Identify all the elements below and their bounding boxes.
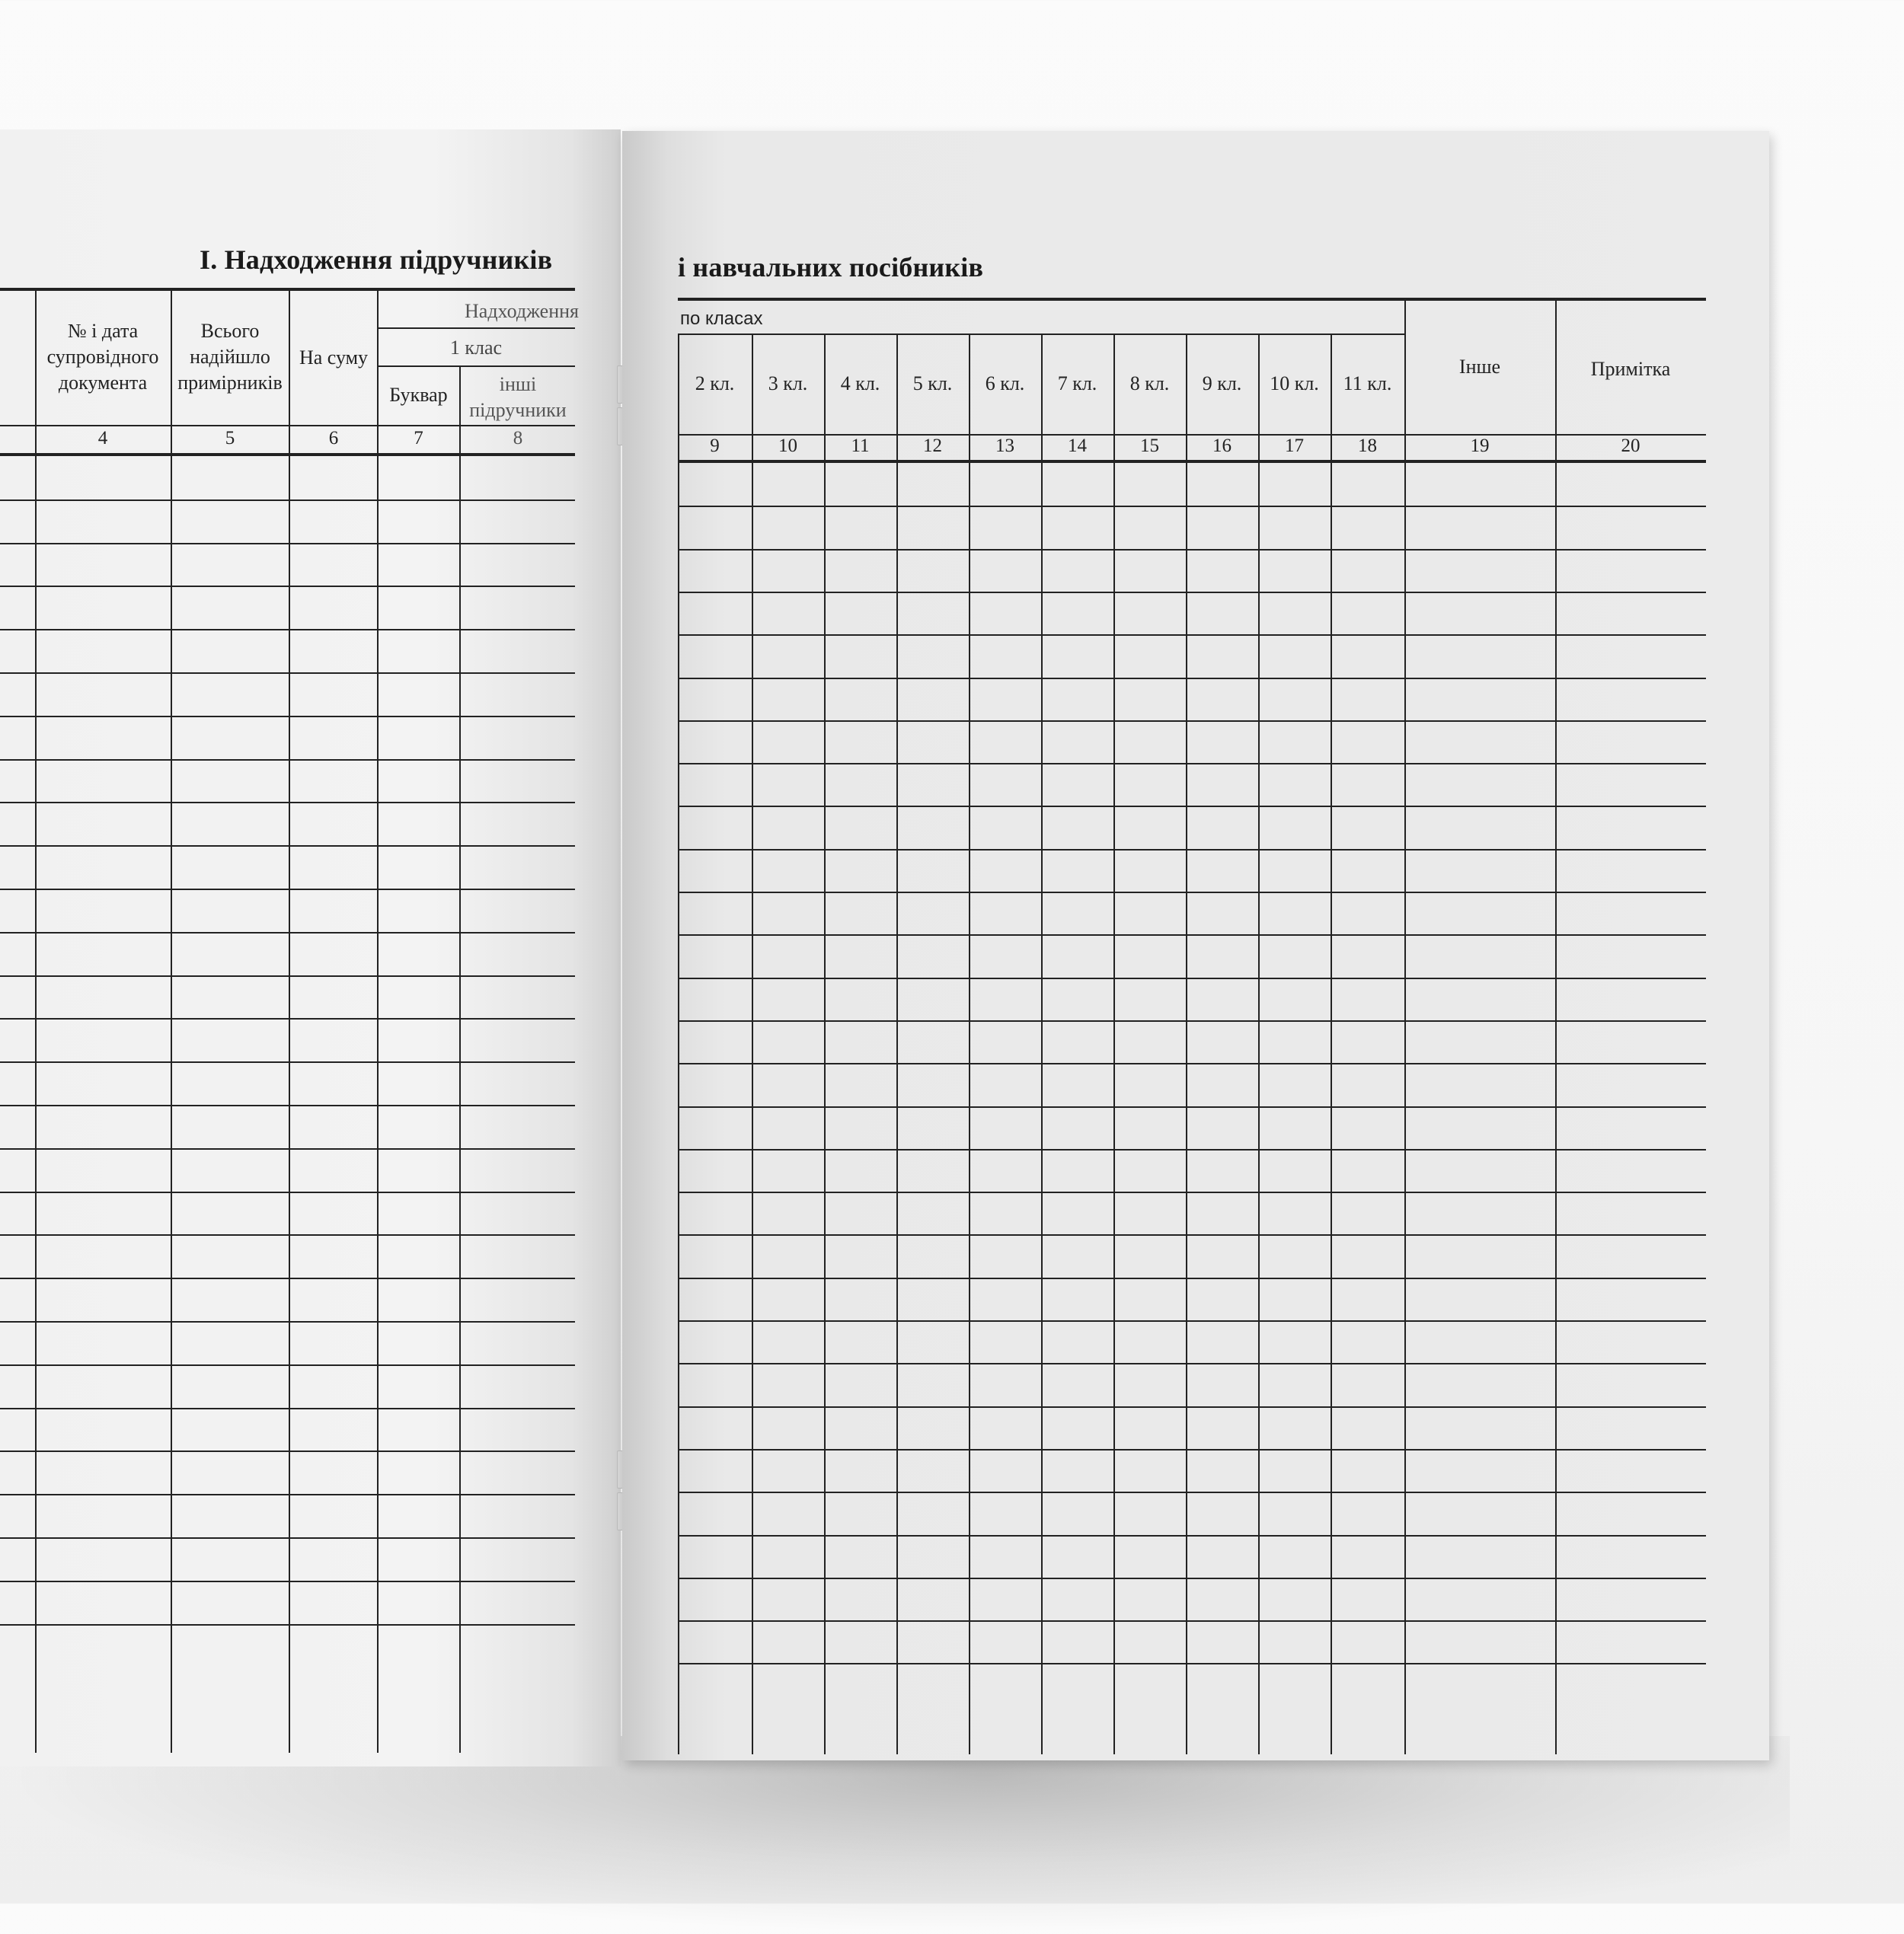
- header-class: 2 кл.: [695, 372, 735, 394]
- col-number: 8: [513, 428, 523, 448]
- table-row-rule: [0, 1192, 575, 1193]
- header-document: № і дата супровідного документа: [46, 320, 159, 394]
- table-row-rule: [678, 892, 1706, 893]
- col-number: 6: [328, 428, 339, 448]
- col-number: 18: [1358, 436, 1377, 456]
- table-row-rule: [678, 1320, 1706, 1322]
- table-row-rule: [678, 1578, 1706, 1579]
- table-row-rule: [0, 1408, 575, 1409]
- table-row-rule: [678, 592, 1706, 593]
- table-row-rule: [0, 1450, 575, 1452]
- header-class: 4 кл.: [840, 372, 880, 394]
- header-sum: На суму: [299, 346, 369, 369]
- table-row-rule: [678, 1234, 1706, 1236]
- col-number: 15: [1140, 436, 1159, 456]
- column-divider: [35, 289, 37, 1753]
- header-primer: Буквар: [389, 384, 448, 406]
- table-row-rule: [678, 1192, 1706, 1193]
- table-row-rule: [0, 586, 575, 587]
- table-row-rule: [678, 763, 1706, 764]
- table-row-rule: [0, 932, 575, 933]
- header-other: Інше: [1458, 356, 1501, 378]
- header-class: 6 кл.: [985, 372, 1025, 394]
- header-class: 11 кл.: [1343, 372, 1392, 394]
- table-row-rule: [0, 716, 575, 717]
- column-divider: [752, 334, 753, 1754]
- table-row-rule: [0, 802, 575, 803]
- table-row-rule: [0, 1105, 575, 1106]
- col-number: 14: [1068, 436, 1087, 456]
- header-class: 10 кл.: [1270, 372, 1319, 394]
- header-class: 7 кл.: [1057, 372, 1097, 394]
- header-class: 9 кл.: [1202, 372, 1242, 394]
- numbers-bottom-rule: [0, 453, 575, 456]
- table-row-rule: [0, 845, 575, 847]
- col-number: 12: [923, 436, 942, 456]
- table-row-rule: [678, 849, 1706, 851]
- right-page: [622, 131, 1769, 1760]
- table-row-rule: [0, 543, 575, 544]
- table-row-rule: [0, 1537, 575, 1539]
- table-row-rule: [678, 506, 1706, 507]
- header-other-textbooks: інші підручники: [469, 373, 567, 421]
- header-class: 8 кл.: [1129, 372, 1170, 394]
- table-row-rule: [0, 1321, 575, 1323]
- table-row-rule: [0, 672, 575, 674]
- column-divider: [459, 365, 461, 1753]
- right-page-title: і навчальних посібників: [678, 252, 984, 282]
- table-row-rule: [0, 1364, 575, 1366]
- column-divider: [896, 334, 898, 1754]
- table-row-rule: [678, 1406, 1706, 1408]
- header-class: 3 кл.: [768, 372, 808, 394]
- table-row-rule: [678, 1063, 1706, 1064]
- table-row-rule: [678, 1492, 1706, 1493]
- table-row-rule: [0, 889, 575, 890]
- table-row-rule: [678, 678, 1706, 679]
- table-row-rule: [0, 759, 575, 761]
- table-row-rule: [0, 1061, 575, 1063]
- table-row-rule: [678, 1620, 1706, 1622]
- table-row-rule: [678, 634, 1706, 636]
- column-divider: [1041, 334, 1043, 1754]
- column-divider: [1113, 334, 1115, 1754]
- column-divider: [969, 334, 970, 1754]
- receipt-rule: [377, 327, 575, 329]
- column-divider: [377, 289, 379, 1753]
- table-row-rule: [0, 1494, 575, 1495]
- column-divider: [289, 289, 290, 1753]
- table-row-rule: [678, 1535, 1706, 1537]
- col-number: 20: [1621, 436, 1640, 456]
- table-row-rule: [678, 720, 1706, 722]
- table-row-rule: [678, 1106, 1706, 1108]
- col-number: 19: [1470, 436, 1490, 456]
- header-by-class: по класах: [680, 308, 763, 329]
- table-row-rule: [678, 1149, 1706, 1151]
- table-row-rule: [678, 978, 1706, 979]
- col-number: 10: [778, 436, 797, 456]
- table-row-rule: [678, 934, 1706, 936]
- table-row-rule: [678, 806, 1706, 807]
- left-page-title: І. Надходження підручників: [200, 244, 553, 275]
- table-row-rule: [0, 1018, 575, 1020]
- table-row-rule: [0, 1581, 575, 1582]
- col-number: 11: [851, 436, 870, 456]
- table-row-rule: [0, 1148, 575, 1150]
- table-row-rule: [0, 975, 575, 977]
- table-top-rule: [678, 298, 1706, 301]
- col-number: 16: [1212, 436, 1232, 456]
- class1-rule: [377, 365, 575, 367]
- col-number: 7: [414, 428, 423, 448]
- table-row-rule: [678, 1449, 1706, 1450]
- col-number: 13: [995, 436, 1014, 456]
- table-row-rule: [678, 1278, 1706, 1279]
- numbers-bottom-rule: [678, 460, 1706, 463]
- table-row-rule: [0, 629, 575, 630]
- table-top-rule: [0, 288, 575, 291]
- table-row-rule: [678, 1363, 1706, 1364]
- header-class: 5 кл.: [912, 372, 953, 394]
- header-receipt: Надходження: [465, 300, 579, 322]
- col-number: 4: [97, 428, 108, 448]
- left-page: [0, 129, 621, 1766]
- table-row-rule: [0, 1278, 575, 1279]
- column-divider: [824, 334, 826, 1754]
- header-bottom-rule: [0, 425, 575, 426]
- col-number: 9: [710, 436, 720, 456]
- header-total: Всього надійшло примірників: [177, 320, 283, 394]
- column-divider: [1331, 334, 1332, 1754]
- table-row-rule: [0, 499, 575, 501]
- column-divider: [171, 289, 172, 1753]
- header-class1: 1 клас: [449, 337, 503, 359]
- col-number: 17: [1285, 436, 1304, 456]
- table-row-rule: [678, 1020, 1706, 1022]
- table-row-rule: [0, 1234, 575, 1236]
- col-number: 5: [225, 428, 235, 448]
- column-divider: [1186, 334, 1187, 1754]
- table-row-rule: [678, 549, 1706, 551]
- table-row-rule: [0, 1624, 575, 1626]
- table-row-rule: [678, 1663, 1706, 1664]
- column-divider: [1258, 334, 1260, 1754]
- header-note: Примітка: [1590, 358, 1671, 380]
- column-divider: [678, 334, 679, 1754]
